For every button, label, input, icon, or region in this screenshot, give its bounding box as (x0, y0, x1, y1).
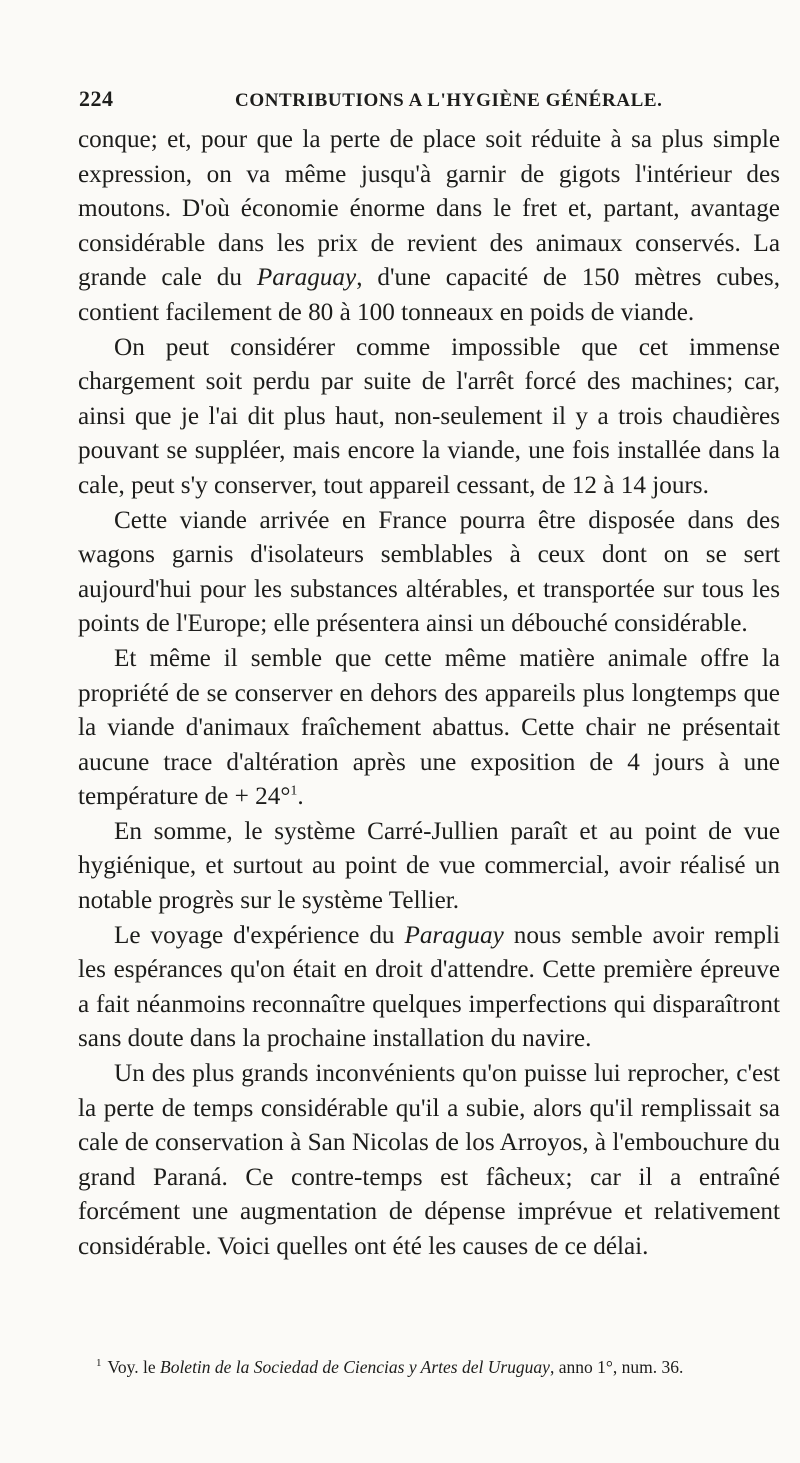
footnote-suffix: , anno 1°, num. 36. (549, 1356, 684, 1377)
paragraph-7: Un des plus grands inconvénients qu'on puisse lui reprocher, c'est la perte de temps considérable qu'il a subie, alors qu'il remplissait sa cale de conservation à San Nicolas de los Arroyos, à l'embouchure du grand Paraná. Ce contre-temps est fâcheux; car il a entraîné forcément une augmentation de dépense imprévue et relativement considérable. Voici quelles ont été les causes de ce délai. (78, 1060, 780, 1260)
page-number: 224 (79, 86, 114, 111)
paragraph-text: nous semble avoir rempli les espérances qu'on était en droit d'attendre. Cette première épreuve a fait néanmoins reconnaître quelques imperfections qui disparaîtront sans doute dans la prochaine installation du navire. (78, 921, 780, 1053)
paragraph-6 (78, 919, 780, 1057)
ship-name: Paraguay (256, 264, 357, 292)
body-text (78, 123, 780, 1265)
paragraph-1 (78, 123, 780, 331)
ship-name: Paraguay (404, 921, 504, 949)
footnote-1 (78, 1350, 780, 1380)
paragraph-2: On peut considérer comme impossible que cet immense chargement soit perdu par suite de l'arrêt forcé des machines; car, ainsi que je l'ai dit plus haut, non-seulement il y a trois chaudières pouvant se suppléer, mais encore la viande, une fois installée dans la cale, peut s'y conserver, tout appareil cessant, de 12 à 14 jours. (78, 333, 780, 499)
footnote-prefix: Voy. le (107, 1356, 160, 1377)
running-title: CONTRIBUTIONS A L'HYGIÈNE GÉNÉRALE. (235, 90, 663, 111)
paragraph-text: conque; et, pour que la perte de place soit réduite à sa plus simple expression, on va même jusqu'à garnir de gigots l'intérieur des moutons. D'où économie énorme dans le fret et, partant, avantage considérable dans les prix de revient des animaux conservés. La grande cale du (78, 126, 780, 292)
paragraph-4 (78, 642, 780, 815)
paragraph-text: Et même il semble que cette même matière animale offre la propriété de se conserver en dehors des appareils plus longtemps que la viande d'animaux fraîchement abattus. Cette chair ne présentait aucune trace d'altération après une exposition de 4 jours à une température de + 24° (78, 644, 780, 811)
paragraph-text: , d'une capacité de 150 mètres cubes, contient facilement de 80 à 100 tonneaux en poids de viande. (78, 264, 780, 326)
footnotes (78, 1350, 780, 1380)
footnote-reference[interactable]: 1 (290, 783, 298, 799)
page-header (79, 86, 779, 116)
paragraph-text: Le voyage d'expérience du (114, 921, 405, 949)
paragraph-3: Cette viande arrivée en France pourra être disposée dans des wagons garnis d'isolateurs semblables à ceux dont on se sert aujourd'hui pour les substances altérables, et transportée sur tous les points de l'Europe; elle présentera ainsi un débouché considérable. (78, 506, 780, 638)
paragraph-text: . (297, 783, 304, 811)
footnote-mark: 1 (96, 1357, 102, 1369)
footnote-source: Boletin de la Sociedad de Ciencias y Artes del Uruguay (160, 1356, 550, 1377)
paragraph-5: En somme, le système Carré-Jullien paraît et au point de vue hygiénique, et surtout au point de vue commercial, avoir réalisé un notable progrès sur le système Tellier. (78, 817, 780, 915)
